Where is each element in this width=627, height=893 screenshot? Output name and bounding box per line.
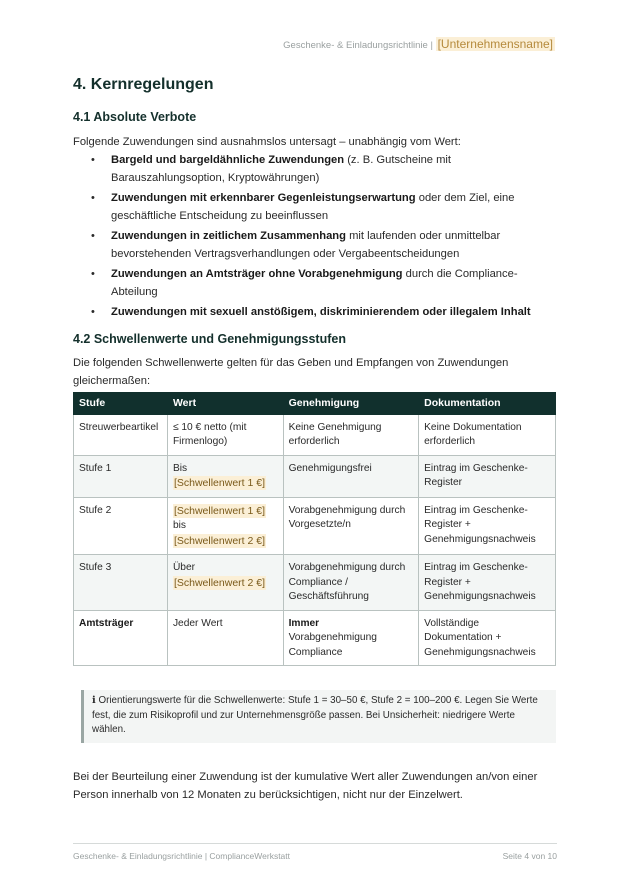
threshold-1-placeholder[interactable]: [Schwellenwert 1 €] <box>173 504 265 517</box>
cell-wert <box>167 497 283 555</box>
column-header-genehmigung: Genehmigung <box>283 393 419 415</box>
section-title: 4. Kernregelungen <box>73 76 214 93</box>
list-item-bold: Zuwendungen mit sexuell anstößigem, diskriminierendem oder illegalem Inhalt <box>111 306 531 318</box>
cell-genehmigung: Vorabgenehmigung durch Compliance / Geschäftsführung <box>283 555 419 611</box>
page-header <box>283 37 555 51</box>
cell-dokumentation: Eintrag im Geschenke-Register + Genehmigungsnachweis <box>419 555 556 611</box>
table-row <box>74 414 556 455</box>
bullet-icon: • <box>91 154 95 166</box>
subsection-title-thresholds: 4.2 Schwellenwerte und Genehmigungsstufen <box>73 332 346 346</box>
table-row <box>74 555 556 611</box>
list-item <box>91 151 557 187</box>
absolute-bans-intro: Folgende Zuwendungen sind ausnahmslos untersagt – unabhängig vom Wert: <box>73 136 461 148</box>
cell-dokumentation: Vollständige Dokumentation + Genehmigungsnachweis <box>419 610 556 666</box>
threshold-2-placeholder[interactable]: [Schwellenwert 2 €] <box>173 576 265 589</box>
cell-wert <box>167 455 283 497</box>
cell-stufe: Stufe 2 <box>74 497 168 555</box>
footer-divider <box>73 843 557 844</box>
company-name-placeholder[interactable]: [Unternehmensname] <box>437 37 553 51</box>
cell-wert: Jeder Wert <box>167 610 283 666</box>
bullet-icon: • <box>91 230 95 242</box>
list-item <box>91 265 557 301</box>
cell-stufe: Streuwerbeartikel <box>74 414 168 455</box>
column-header-dokumentation: Dokumentation <box>419 393 556 415</box>
threshold-1-placeholder[interactable]: [Schwellenwert 1 €] <box>173 477 265 489</box>
list-item-text: oder dem Ziel, eine geschäftliche Entscheidung zu beeinflussen <box>111 192 515 222</box>
cell-genehmigung: Keine Genehmigung erforderlich <box>283 414 419 455</box>
cell-wert-text: Über <box>172 562 196 573</box>
list-item <box>91 189 557 225</box>
cell-wert <box>167 555 283 611</box>
cell-wert-text: Bis <box>172 462 188 474</box>
column-header-wert: Wert <box>167 393 283 415</box>
table-row <box>74 497 556 555</box>
list-item-bold: Zuwendungen in zeitlichem Zusammenhang <box>111 230 346 242</box>
cell-genehmigung: Vorabgenehmigung durch Vorgesetzte/n <box>283 497 419 555</box>
info-note: ℹ Orientierungswerte für die Schwellenwerte: Stufe 1 = 30–50 €, Stufe 2 = 100–200 €. Legen Sie Werte fest, die zum Risikoprofil und zur Unternehmensgröße passen. Bei Unsicherheit: niedrigere Werte wählen. <box>81 690 556 743</box>
footer-page-number: Seite 4 von 10 <box>502 851 557 861</box>
cell-stufe-bold: Amtsträger <box>79 617 134 629</box>
list-item-text: durch die Compliance-Abteilung <box>111 268 518 298</box>
cell-wert: ≤ 10 € netto (mit Firmenlogo) <box>167 414 283 455</box>
bullet-icon: • <box>91 306 95 318</box>
table-header-row <box>74 393 556 415</box>
bullet-icon: • <box>91 192 95 204</box>
subsection-title-absolute-bans: 4.1 Absolute Verbote <box>73 110 197 124</box>
threshold-2-placeholder[interactable]: [Schwellenwert 2 €] <box>173 534 265 547</box>
table-row <box>74 610 556 666</box>
list-item-bold: Zuwendungen an Amtsträger ohne Vorabgenehmigung <box>111 268 403 280</box>
closing-paragraph: Bei der Beurteilung einer Zuwendung ist der kumulative Wert aller Zuwendungen an/von einer Person innerhalb von 12 Monaten zu berücksichtigen, nicht nur der Einzelwert. <box>73 770 538 801</box>
cell-dokumentation: Eintrag im Geschenke-Register <box>419 455 556 497</box>
thresholds-intro: Die folgenden Schwellenwerte gelten für das Geben und Empfangen von Zuwendungen gleichermaßen: <box>73 357 509 387</box>
list-item-text: (z. B. Gutscheine mit Barauszahlungsoption, Kryptowährungen) <box>111 154 452 184</box>
column-header-stufe: Stufe <box>74 393 168 415</box>
cell-genehmigung <box>283 610 419 666</box>
thresholds-table <box>73 392 556 666</box>
list-item <box>91 303 557 321</box>
cell-stufe: Stufe 3 <box>74 555 168 611</box>
absolute-bans-list <box>91 151 557 321</box>
cell-genehmigung-text: Vorabgenehmigung Compliance <box>288 632 377 658</box>
cell-stufe: Stufe 1 <box>74 455 168 497</box>
table-row <box>74 455 556 497</box>
list-item-bold: Bargeld und bargeldähnliche Zuwendungen <box>111 154 345 166</box>
page-content <box>73 74 557 804</box>
footer-doc-info: Geschenke- & Einladungsrichtlinie | ComplianceWerkstatt <box>73 851 291 861</box>
cell-stufe <box>74 610 168 666</box>
list-item-text: mit laufenden oder unmittelbar bevorstehenden Vertragsverhandlungen oder Vergabeentscheidungen <box>111 230 501 260</box>
cell-wert-text: bis <box>172 520 186 531</box>
list-item-bold: Zuwendungen mit erkennbarer Gegenleistungserwartung <box>111 192 416 204</box>
list-item <box>91 227 557 263</box>
header-doc-title: Geschenke- & Einladungsrichtlinie | <box>283 40 433 51</box>
cell-genehmigung-bold: Immer <box>288 617 320 629</box>
bullet-icon: • <box>91 268 95 280</box>
cell-dokumentation: Keine Dokumentation erforderlich <box>419 414 556 455</box>
cell-dokumentation: Eintrag im Geschenke-Register + Genehmigungsnachweis <box>419 497 556 555</box>
cell-genehmigung: Genehmigungsfrei <box>283 455 419 497</box>
